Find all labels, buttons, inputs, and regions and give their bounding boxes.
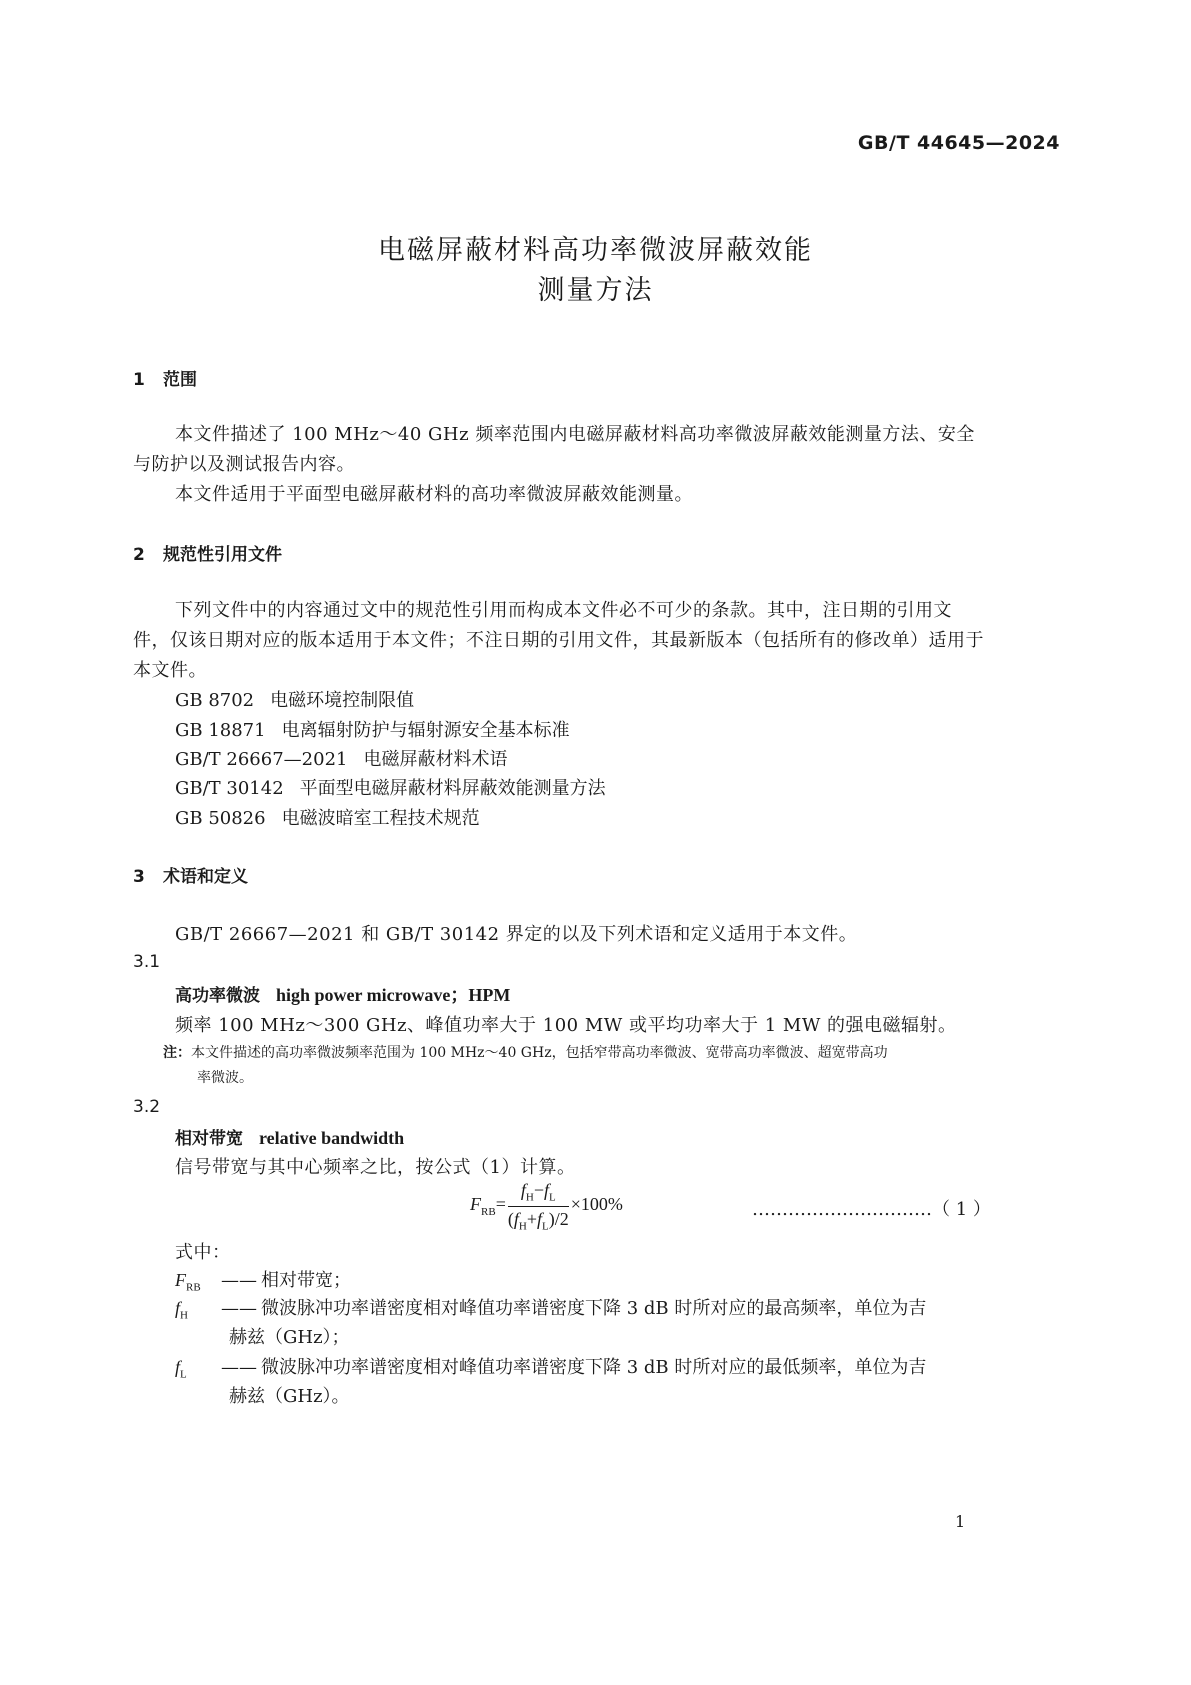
references-paragraph-line: 本文件。	[133, 660, 207, 681]
variable-dash: ——	[221, 1298, 257, 1319]
reference-code: GB 8702	[175, 690, 255, 711]
variable-description-continued: 赫兹（GHz）。	[229, 1386, 350, 1407]
section-2-heading	[133, 540, 282, 565]
term-definition: 信号带宽与其中心频率之比，按公式（1）计算。	[175, 1157, 576, 1178]
scope-paragraph-line: 本文件描述了 100 MHz～40 GHz 频率范围内电磁屏蔽材料高功率微波屏蔽效能测量方法、安全	[175, 424, 975, 445]
term-chinese: 相对带宽	[175, 1129, 243, 1149]
reference-item	[175, 804, 480, 830]
variable-subscript: H	[180, 1309, 188, 1322]
document-title-line2: 测量方法	[537, 275, 654, 306]
scope-paragraph-line: 与防护以及测试报告内容。	[133, 454, 355, 475]
page-number: 1	[955, 1512, 966, 1531]
reference-item	[175, 716, 570, 742]
section-title: 术语和定义	[163, 867, 248, 887]
variable-symbol: F	[175, 1270, 186, 1290]
term-note-continued: 率微波。	[197, 1070, 253, 1086]
reference-title: 平面型电磁屏蔽材料屏蔽效能测量方法	[299, 778, 606, 799]
reference-title: 电磁环境控制限值	[270, 690, 415, 711]
term-definition: 频率 100 MHz～300 GHz、峰值功率大于 100 MW 或平均功率大于 1 MW 的强电磁辐射。	[175, 1015, 957, 1036]
reference-code: GB/T 30142	[175, 778, 284, 799]
variable-description: 微波脉冲功率谱密度相对峰值功率谱密度下降 3 dB 时所对应的最低频率，单位为吉	[261, 1357, 927, 1378]
variable-definition	[175, 1266, 351, 1294]
term-english: high power microwave；HPM	[276, 985, 511, 1005]
section-1-heading	[133, 365, 197, 390]
section-title: 范围	[163, 370, 197, 390]
variable-description-continued: 赫兹（GHz）；	[229, 1327, 350, 1348]
term-chinese: 高功率微波	[175, 986, 260, 1006]
formula-relative-bandwidth: $F_{RB}=$ $\frac{f_H-f_L}{(f_H+f_L)/2}$ ×100%	[470, 1180, 623, 1233]
variable-dash: ——	[221, 1270, 257, 1291]
clause-number-3-1: 3.1	[133, 952, 161, 972]
term-entry	[175, 1124, 404, 1149]
reference-title: 电磁波暗室工程技术规范	[281, 808, 480, 829]
variable-description: 微波脉冲功率谱密度相对峰值功率谱密度下降 3 dB 时所对应的最高频率，单位为吉	[261, 1298, 927, 1319]
reference-item	[175, 774, 606, 800]
reference-title: 电磁屏蔽材料术语	[363, 749, 508, 770]
term-entry	[175, 981, 510, 1007]
note-label: 注：	[163, 1045, 191, 1061]
references-paragraph-line: 下列文件中的内容通过文中的规范性引用而构成本文件必不可少的条款。其中，注日期的引用文	[175, 600, 952, 621]
section-number: 1	[133, 370, 145, 390]
equation-number: …………………………（ 1 ）	[752, 1199, 991, 1220]
document-title-line1: 电磁屏蔽材料高功率微波屏蔽效能	[378, 235, 813, 266]
reference-code: GB/T 26667—2021	[175, 749, 348, 770]
variable-symbol: f	[175, 1357, 181, 1377]
variable-definition	[175, 1294, 926, 1322]
reference-item	[175, 686, 414, 712]
reference-code: GB 50826	[175, 808, 266, 829]
standard-number: GB/T 44645—2024	[857, 132, 1060, 154]
term-note	[163, 1042, 888, 1062]
reference-title: 电离辐射防护与辐射源安全基本标准	[281, 720, 570, 741]
variable-description: 相对带宽；	[261, 1270, 351, 1291]
variable-definition	[175, 1353, 926, 1381]
where-label: 式中：	[175, 1242, 231, 1263]
terms-intro: GB/T 26667—2021 和 GB/T 30142 界定的以及下列术语和定义适用于本文件。	[175, 924, 858, 945]
scope-paragraph-applicability: 本文件适用于平面型电磁屏蔽材料的高功率微波屏蔽效能测量。	[175, 484, 693, 505]
section-number: 3	[133, 867, 145, 887]
clause-number-3-2: 3.2	[133, 1097, 161, 1117]
variable-subscript: RB	[186, 1281, 201, 1294]
term-english: relative bandwidth	[259, 1128, 405, 1148]
references-paragraph-line: 件，仅该日期对应的版本适用于本文件；不注日期的引用文件，其最新版本（包括所有的修改单）适用于	[133, 630, 984, 651]
variable-subscript: L	[180, 1368, 187, 1381]
variable-dash: ——	[221, 1357, 257, 1378]
variable-symbol: f	[175, 1298, 181, 1318]
section-3-heading	[133, 862, 248, 887]
formula-fraction: $\frac{f_H-f_L}{(f_H+f_L)/2}$	[507, 1180, 569, 1233]
reference-item	[175, 745, 507, 771]
section-number: 2	[133, 545, 145, 565]
section-title: 规范性引用文件	[163, 545, 282, 565]
note-text: 本文件描述的高功率微波频率范围为 100 MHz～40 GHz，包括窄带高功率微波、宽带高功率微波、超宽带高功	[191, 1045, 888, 1061]
reference-code: GB 18871	[175, 720, 266, 741]
